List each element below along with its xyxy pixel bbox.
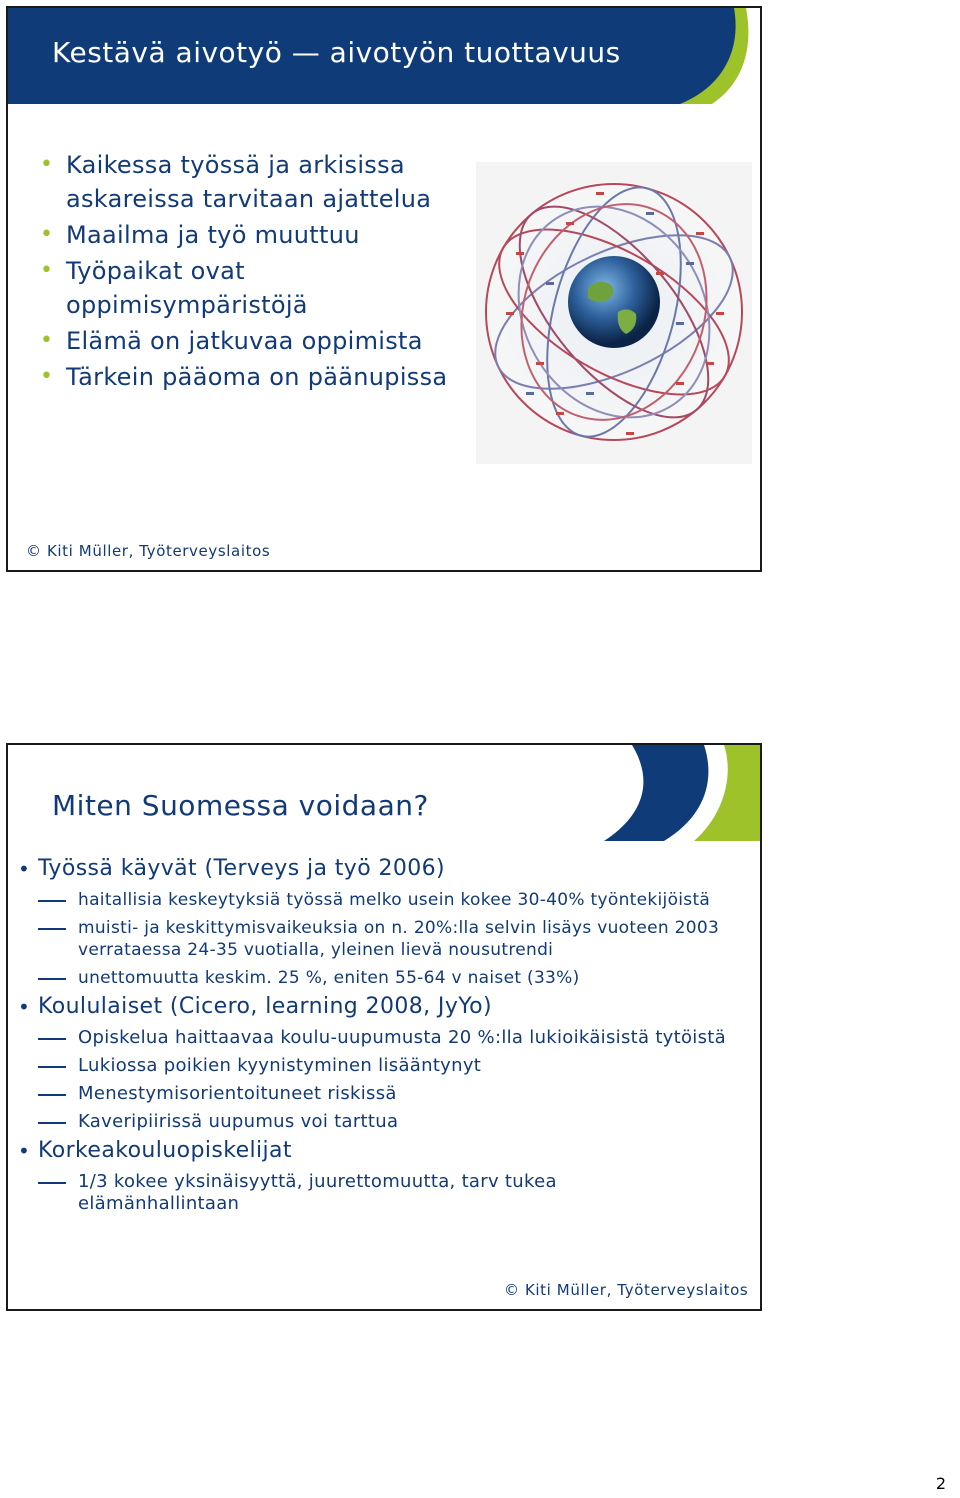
slide-2 [6, 743, 762, 1311]
bullet-item: • Työpaikat ovat oppimisympäristöjä [38, 254, 478, 322]
bullet-item: • Kaikessa työssä ja arkisissa askareissa tarvitaan ajattelua [38, 148, 478, 216]
section-heading: • Koululaiset (Cicero, learning 2008, JyYo) [16, 993, 756, 1021]
sub-bullet-item: 1/3 kokee yksinäisyyttä, juurettomuutta, tarv tukea elämänhallintaan [16, 1171, 638, 1215]
bullet-item: • Elämä on jatkuvaa oppimista [38, 324, 478, 358]
section-heading: • Korkeakouluopiskelijat [16, 1137, 756, 1165]
sub-bullet-item: Menestymisorientoituneet riskissä [16, 1083, 756, 1105]
sub-bullet-item: muisti- ja keskittymisvaikeuksia on n. 20%:lla selvin lisäys vuoteen 2003 verrataessa 24-35 vuotialla, yleinen lievä nousutrendi [16, 917, 756, 961]
sub-bullet-item: Opiskelua haittaavaa koulu-uupumusta 20 %:lla lukioikäisistä tytöistä [16, 1027, 756, 1049]
slide-1 [6, 6, 762, 572]
page-number: 2 [935, 1474, 946, 1493]
section-heading: • Työssä käyvät (Terveys ja työ 2006) [16, 855, 756, 883]
slide-2-title: Miten Suomessa voidaan? [52, 789, 429, 822]
sub-bullet-item: Lukiossa poikien kyynistyminen lisääntynyt [16, 1055, 756, 1077]
bullet-item: • Maailma ja työ muuttuu [38, 218, 478, 252]
sub-bullet-item: unettomuutta keskim. 25 %, eniten 55-64 v naiset (33%) [16, 967, 756, 989]
sub-bullet-item: Kaveripiirissä uupumus voi tarttua [16, 1111, 756, 1133]
slide-2-content [16, 851, 756, 1215]
slide-1-bullet-list [38, 148, 478, 396]
slide-1-header [8, 8, 760, 104]
header-swoosh-icon [650, 8, 760, 104]
slide-1-title: Kestävä aivotyö — aivotyön tuottavuus [52, 36, 621, 69]
copyright-footer: © Kiti Müller, Työterveyslaitos [504, 1281, 749, 1299]
copyright-footer: © Kiti Müller, Työterveyslaitos [26, 542, 271, 560]
satellite-globe-icon [476, 162, 752, 464]
sub-bullet-item: haitallisia keskeytyksiä työssä melko usein kokee 30-40% työntekijöistä [16, 889, 756, 911]
bullet-item: • Tärkein pääoma on päänupissa [38, 360, 478, 394]
